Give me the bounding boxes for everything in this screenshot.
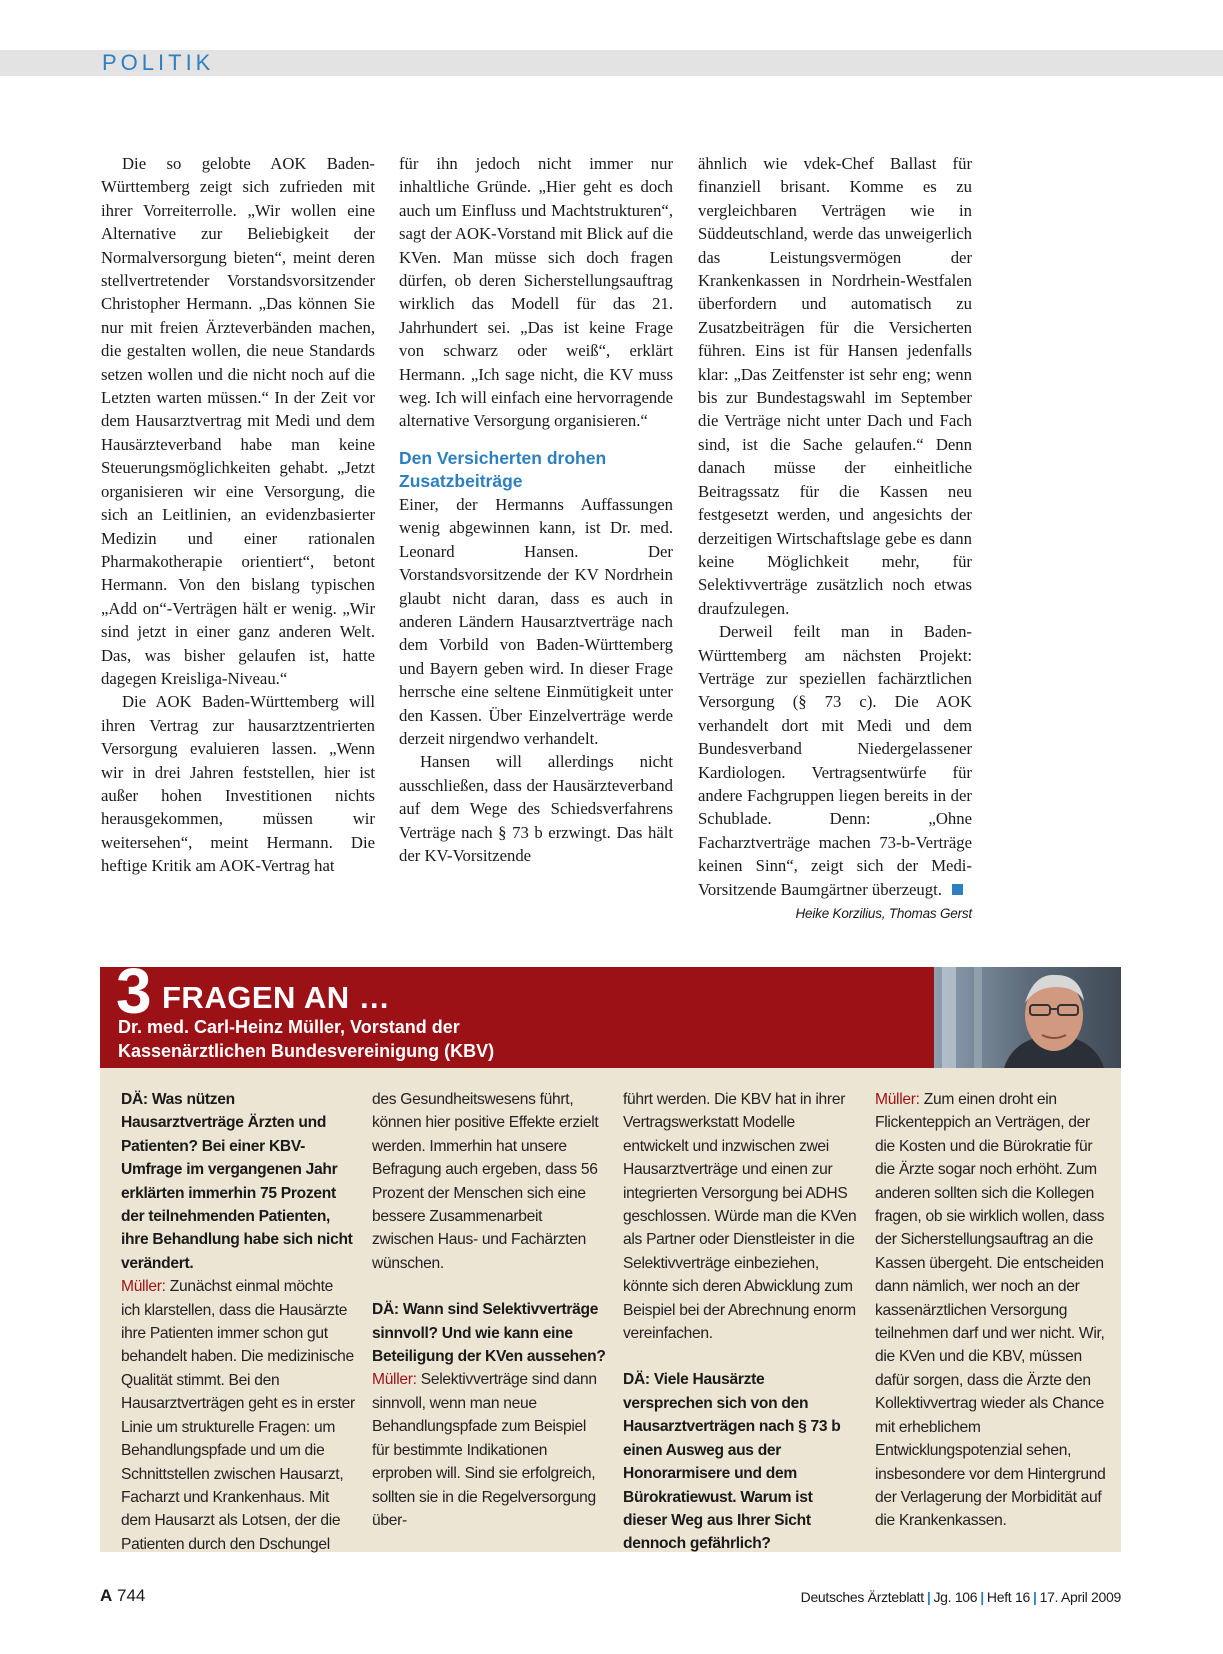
journal-info <box>801 1588 1121 1606</box>
separator: | <box>980 1589 984 1605</box>
end-mark-icon <box>952 884 963 895</box>
question: DÄ: Was nützen Hausarztverträge Ärzten und Patienten? Bei einer KBV-Umfrage im vergangenen Jahr erklärten immerhin 75 Prozent der teilnehmenden Patienten, ihre Behandlung habe sich nicht verändert. <box>121 1091 353 1272</box>
paragraph: Die so gelobte AOK Baden-Württemberg zeigt sich zufrieden mit ihrer Vorreiterrolle. „Wir wollen eine Alternative zur Beliebigkeit der Normalversorgung bieten“, meint deren stellvertretender Vorstandsvorsitzender Christopher Hermann. „Das können Sie nur mit freien Ärzteverbänden machen, die gestalten wollen, die neue Standards setzen wollen und die nicht noch auf die Letzten warten müssen.“ In der Zeit vor dem Hausarztvertrag mit Medi und dem Hausärzteverband habe man keine Steuerungsmöglichkeiten gehabt. „Jetzt organisieren wir eine Versorgung, die sich an Leitlinien, an evidenzbasierter Medizin und einer rationalen Pharmakotherapie orientiert“, betont Hermann. Von den bislang typischen „Add on“-Verträgen hält er wenig. „Wir sind jetzt in einer ganz anderen Welt. Das, was bisher gelaufen ist, hatte dagegen Kreisliga-Niveau.“ <box>101 154 375 688</box>
paragraph: ähnlich wie vdek-Chef Ballast für finanziell brisant. Komme es zu vergleichbaren Verträgen wie in Süddeutschland, werde das unweigerlich das Leistungsvermögen der Krankenkassen in Nordrhein-Westfalen überfordern und automatisch zu Zusatzbeiträgen für die Versicherten führen. Eins ist für Hansen jedenfalls klar: „Das Zeitfenster ist sehr eng; wenn bis zur Bundestagswahl im September die Verträge nicht unter Dach und Fach sind, ist die Sache gelaufen.“ Denn danach müsse der einheitliche Beitragssatz für die Kassen neu festgesetzt werden, und angesichts der derzeitigen Wirtschaftslage gebe es dann keine Möglichkeit mehr, für Selektivverträge zusätzlich noch etwas draufzulegen. <box>698 154 972 618</box>
subheading: Den Versicherten drohen Zusatzbeiträge <box>399 447 607 491</box>
journal-volume: Jg. 106 <box>933 1589 978 1605</box>
portrait-photo <box>934 967 1121 1068</box>
answer-text: Zunächst einmal möchte ich klarstellen, dass die Hausärzte ihre Patienten immer schon gut behandelt haben. Die medizinische Qualität stimmt. Bei den Hausarztverträgen geht es in erster Linie um strukturelle Fragen: um Behandlungspfade und um die Schnittstellen zwischen Hausarzt, Facharzt und Krankenhaus. Mit dem Hausarzt als Lotsen, der die Patienten durch den Dschungel <box>121 1278 355 1553</box>
interview-number: 3 <box>116 955 152 1027</box>
page-number-value: 744 <box>117 1586 146 1605</box>
paragraph: Einer, der Hermanns Auffassungen wenig abgewinnen kann, ist Dr. med. Leonard Hansen. Der Vorstandsvorsitzende der KV Nordrhein glaubt nicht daran, dass es auch in anderen Ländern Hausarztverträge nach dem Vorbild von Baden-Württemberg und Bayern geben wird. In dieser Frage herrsche eine seltene Einmütigkeit unter den Kassen. Über Einzelverträge werde derzeit nirgendwo verhandelt. <box>399 494 673 748</box>
separator: | <box>926 1589 931 1605</box>
interview-column-2 <box>372 1088 606 1532</box>
author-byline: Heike Korzilius, Thomas Gerst <box>795 906 972 921</box>
answer-text: Selektivverträge sind dann sinnvoll, wenn man neue Behandlungspfade zum Beispiel für bestimmte Indikationen erproben will. Sind sie erfolgreich, sollten sie in die Regelversorgung über- <box>372 1371 597 1529</box>
interview-column-4 <box>875 1088 1109 1533</box>
answer <box>121 1275 355 1556</box>
speaker-label: Müller: <box>875 1091 920 1108</box>
answer <box>875 1088 1109 1533</box>
question: DÄ: Wann sind Selektivverträge sinnvoll? Und wie kann eine Beteiligung der KVen aussehen? <box>372 1301 606 1366</box>
journal-name: Deutsches Ärzteblatt <box>800 1589 924 1605</box>
paragraph: Hansen will allerdings nicht ausschließen, dass der Hausärzteverband auf dem Wege des Schiedsverfahrens Verträge nach § 73 b erzwingt. Das hält der KV-Vorsitzende <box>399 752 673 865</box>
page-prefix: A <box>100 1586 113 1605</box>
subtitle-line: Kassenärztlichen Bundesvereinigung (KBV) <box>118 1041 495 1061</box>
journal-issue: Heft 16 <box>986 1589 1030 1605</box>
answer-continued: des Gesundheitswesens führt, können hier positive Effekte erzielt werden. Immerhin hat unsere Befragung auch ergeben, dass 56 Prozent der Menschen sich eine bessere Zusammenarbeit zwischen Haus- und Fachärzten wünschen. <box>372 1091 599 1272</box>
interview-title: FRAGEN AN … <box>162 980 391 1015</box>
interview-subtitle <box>118 1015 494 1063</box>
answer-continued: führt werden. Die KBV hat in ihrer Vertragswerkstatt Modelle entwickelt und inzwischen zwei Hausarztverträge und einen zur integrierten Versorgung bei ADHS geschlossen. Würde man die KVen als Partner oder Dienstleister in die Selektivverträge einbeziehen, könnte sich deren Abwicklung zum Beispiel bei der Abrechnung enorm vereinfachen. <box>623 1091 857 1343</box>
interview-column-3 <box>623 1088 857 1556</box>
article-column-2 <box>399 152 673 867</box>
paragraph: Die AOK Baden-Württemberg will ihren Vertrag zur hausarztzentrierten Versorgung evaluieren lassen. „Wenn wir in drei Jahren feststellen, hier ist außer hohen Investitionen nichts herausgekommen, müssen wir weitersehen“, meint Hermann. Die heftige Kritik am AOK-Vertrag hat <box>101 692 375 876</box>
answer-text: Zum einen droht ein Flickenteppich an Verträgen, der die Kosten und die Bürokratie für die Ärzte sogar noch erhöht. Zum anderen sollten sich die Kollegen fragen, ob sie wirklich wollen, dass der Sicherstellungsauftrag an die Kassen übergeht. Die entscheiden dann nämlich, wer noch an der kassenärztlichen Versorgung teilnehmen darf und wer nicht. Wir, die KVen und die KBV, müssen dafür sorgen, dass die Ärzte den Kollektivvertrag wieder als Chance mit erheblichem Entwicklungspotenzial sehen, insbesondere vor dem Hintergrund der Verlagerung der Morbidität auf die Krankenkassen. <box>875 1091 1106 1530</box>
page-number <box>100 1586 145 1606</box>
section-label: POLITIK <box>102 50 215 75</box>
separator: | <box>1032 1589 1037 1605</box>
paragraph-text: Derweil feilt man in Baden-Württemberg am nächsten Projekt: Verträge zur speziellen fachärztlichen Versorgung (§ 73 c). Die AOK verhandelt dort mit Medi und dem Bundesverband Niedergelassener Kardiologen. Vertragsentwürfe für andere Fachgruppen liegen bereits in der Schublade. Denn: „Ohne Facharztverträge machen 73-b-Verträge keinen Sinn“, zeigt sich der Medi-Vorsitzende Baumgärtner überzeugt. <box>698 622 972 899</box>
subtitle-line: Dr. med. Carl-Heinz Müller, Vorstand der <box>118 1017 460 1037</box>
speaker-label: Müller: <box>372 1371 417 1389</box>
speaker-label: Müller: <box>121 1278 166 1296</box>
portrait-image <box>934 967 1121 1068</box>
paragraph: für ihn jedoch nicht immer nur inhaltliche Gründe. „Hier geht es doch auch um Einfluss und Machtstrukturen“, sagt der AOK-Vorstand mit Blick auf die KVen. Man müsse sich doch fragen dürfen, ob deren Sicherstellungsauftrag wirklich das Modell für das 21. Jahrhundert sei. „Das ist keine Frage von schwarz oder weiß“, erklärt Hermann. „Ich sage nicht, die KV muss weg. Ich will einfach eine hervorragende alternative Versorgung organisieren.“ <box>399 154 673 431</box>
journal-date: 17. April 2009 <box>1039 1589 1121 1605</box>
article-column-1 <box>101 152 375 878</box>
answer <box>372 1368 606 1532</box>
interview-header <box>100 955 934 1068</box>
question: DÄ: Viele Hausärzte versprechen sich von den Hausarztverträgen nach § 73 b einen Ausweg aus der Honorarmisere und dem Bürokratiewust. Warum ist dieser Weg aus Ihrer Sicht dennoch gefährlich? <box>623 1371 841 1553</box>
article-column-3 <box>698 152 972 923</box>
paragraph <box>698 620 972 901</box>
interview-column-1 <box>121 1088 355 1556</box>
